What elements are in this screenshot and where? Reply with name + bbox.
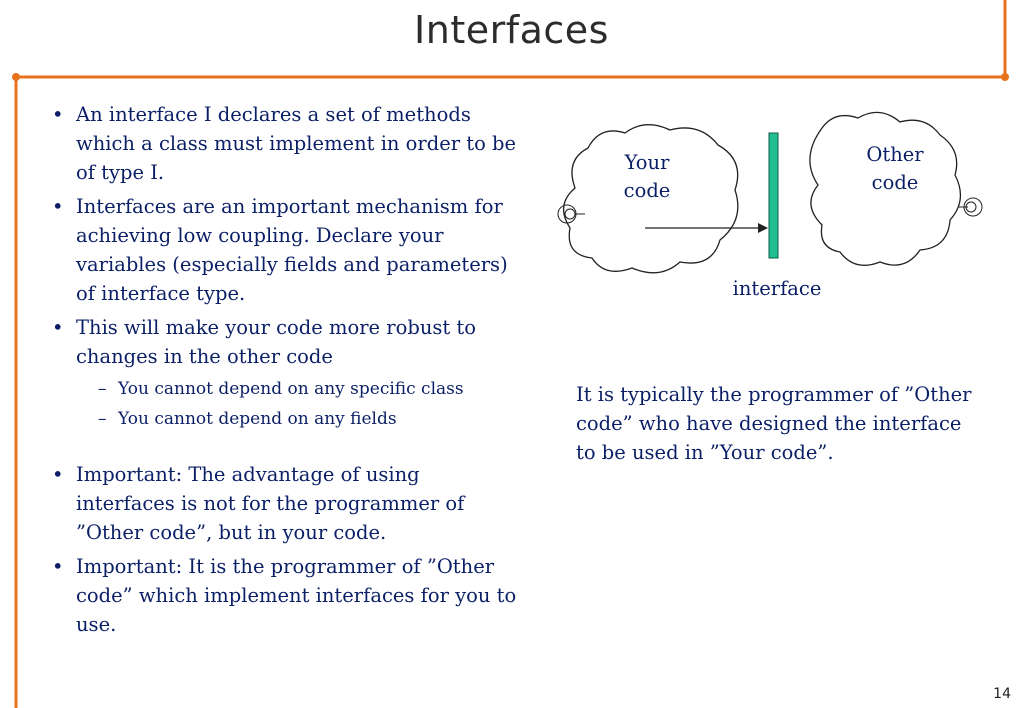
slide-title: Interfaces bbox=[414, 8, 609, 52]
your-code-label-line1: Your bbox=[624, 151, 670, 174]
your-code-label-line2: code bbox=[623, 179, 671, 202]
bullet-text: Important: The advantage of using interfaces is not for the programmer of ”Other code”, but in your code. bbox=[76, 463, 465, 544]
bullet-item: • Interfaces are an important mechanism for achieving low coupling. Declare your variables (especially fields and parameters) of interface type. bbox=[52, 192, 522, 308]
page-number: 14 bbox=[993, 686, 1011, 702]
bullet-text: Interfaces are an important mechanism for achieving low coupling. Declare your variables (especially fields and parameters) of interface type. bbox=[76, 195, 508, 305]
sub-bullet-item: – You cannot depend on any fields bbox=[98, 406, 522, 432]
interface-bar bbox=[769, 133, 778, 258]
sub-bullet-item: – You cannot depend on any specific class bbox=[98, 376, 522, 402]
other-code-label-line2: code bbox=[871, 171, 919, 194]
bullet-text: Important: It is the programmer of ”Other code” which implement interfaces for you to use. bbox=[76, 555, 517, 636]
bullet-item: • An interface I declares a set of methods which a class must implement in order to be of type I. bbox=[52, 100, 522, 187]
sub-bullet-text: You cannot depend on any specific class bbox=[118, 379, 464, 399]
bullet-item: • Important: It is the programmer of ”Other code” which implement interfaces for you to use. bbox=[52, 552, 522, 639]
bullet-text: An interface I declares a set of methods which a class must implement in order to be of type I. bbox=[76, 103, 517, 184]
sub-bullet-text: You cannot depend on any fields bbox=[118, 409, 397, 429]
interface-label: interface bbox=[732, 277, 822, 300]
bullet-item: • This will make your code more robust to changes in the other code bbox=[52, 313, 522, 371]
bullet-item: • Important: The advantage of using interfaces is not for the programmer of ”Other code”, but in your code. bbox=[52, 460, 522, 547]
other-code-label-line1: Other bbox=[866, 143, 924, 166]
note-text: It is typically the programmer of ”Other code” who have designed the interface to be used in ”Your code”. bbox=[576, 383, 972, 464]
bullet-text: This will make your code more robust to changes in the other code bbox=[76, 316, 477, 368]
